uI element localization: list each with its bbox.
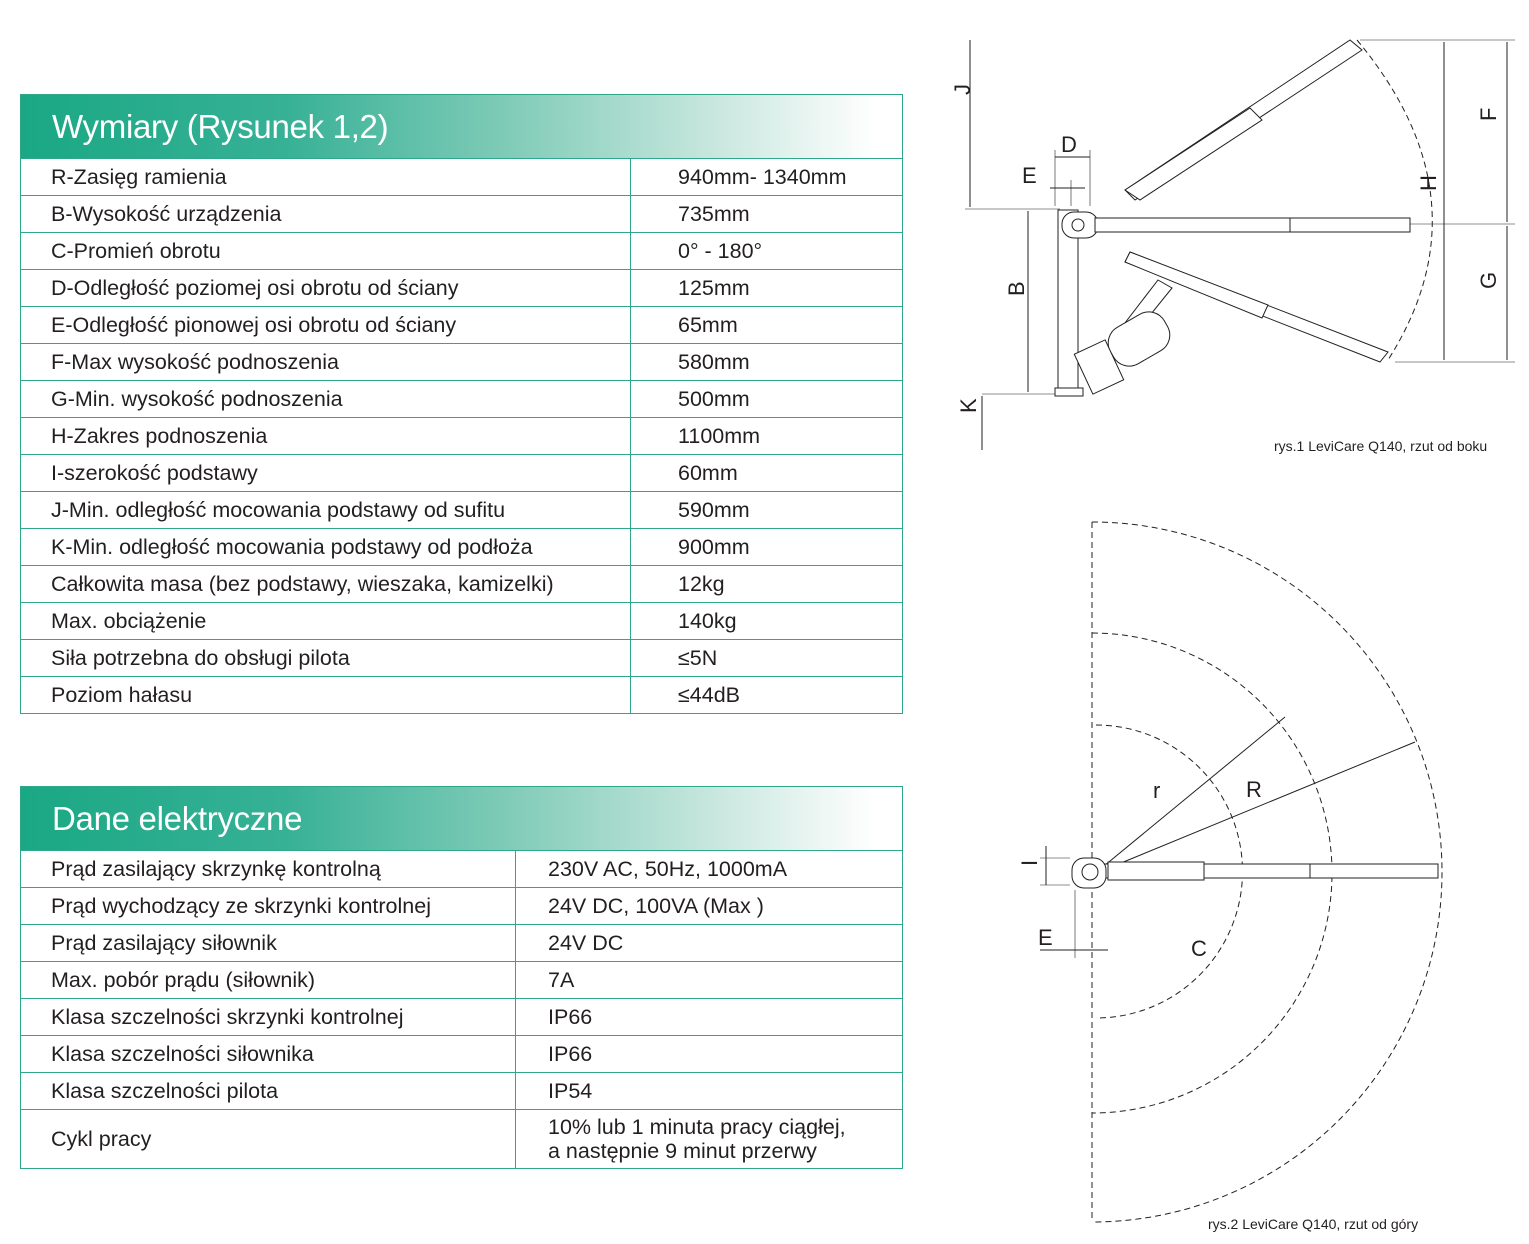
table-row — [21, 307, 902, 344]
row-value: IP66 — [516, 999, 903, 1036]
table-row — [21, 851, 902, 888]
row-value: 65mm — [631, 307, 903, 344]
table-row — [21, 344, 902, 381]
table-row — [21, 1110, 902, 1169]
table-row — [21, 381, 902, 418]
row-label: K-Min. odległość mocowania podstawy od podłoża — [21, 529, 631, 566]
figure-2-caption: rys.2 LeviCare Q140, rzut od góry — [1208, 1216, 1419, 1232]
pivot-housing — [1062, 212, 1098, 238]
arm-upper-sleeve — [1125, 108, 1262, 200]
table-row — [21, 270, 902, 307]
label-d: D — [1061, 132, 1077, 157]
row-value: 500mm — [631, 381, 903, 418]
row-label: R-Zasięg ramienia — [51, 164, 227, 189]
label-g: G — [1476, 271, 1501, 289]
table-row — [21, 677, 902, 714]
row-value: 12kg — [631, 566, 903, 603]
figure-1-caption: rys.1 LeviCare Q140, rzut od boku — [1274, 438, 1488, 454]
label-e-top: E — [1038, 925, 1053, 950]
row-label: I-szerokość podstawy — [21, 455, 631, 492]
row-value: 580mm — [631, 344, 903, 381]
label-h: H — [1416, 175, 1441, 191]
label-r-small: r — [1153, 778, 1161, 803]
row-label: Max. obciążenie — [21, 603, 631, 640]
electrical-title: Dane elektryczne — [21, 787, 902, 851]
row-value: 0° - 180° — [631, 233, 903, 270]
table-row — [21, 566, 902, 603]
row-label: G-Min. wysokość podnoszenia — [21, 381, 631, 418]
row-label: Klasa szczelności skrzynki kontrolnej — [21, 999, 516, 1036]
row-label: Prąd zasilający skrzynkę kontrolną — [51, 856, 381, 881]
figure-2-top-view — [1000, 515, 1529, 1235]
row-label: Klasa szczelności siłownika — [21, 1036, 516, 1073]
base-top — [1072, 858, 1106, 888]
table-row — [21, 962, 902, 999]
row-value: 735mm — [631, 196, 903, 233]
table-row — [21, 455, 902, 492]
row-label: Klasa szczelności pilota — [21, 1073, 516, 1110]
row-value: 1100mm — [631, 418, 903, 455]
table-row — [21, 1036, 902, 1073]
table-row — [21, 418, 902, 455]
arm-top-inner — [1108, 862, 1204, 880]
dimensions-table — [21, 159, 902, 713]
label-c: C — [1191, 936, 1207, 961]
row-label: Poziom hałasu — [21, 677, 631, 714]
table-row — [21, 925, 902, 962]
row-value: 24V DC, 100VA (Max ) — [516, 888, 903, 925]
row-label: J-Min. odległość mocowania podstawy od sufitu — [21, 492, 631, 529]
table-row — [21, 1073, 902, 1110]
table-row — [21, 159, 902, 196]
table-row — [21, 196, 902, 233]
electrical-table — [21, 851, 902, 1168]
label-r-big: R — [1246, 777, 1262, 802]
row-value: ≤5N — [631, 640, 903, 677]
row-label: C-Promień obrotu — [21, 233, 631, 270]
table-row — [21, 233, 902, 270]
row-value: 125mm — [631, 270, 903, 307]
dimensions-title: Wymiary (Rysunek 1,2) — [21, 95, 902, 159]
row-label: F-Max wysokość podnoszenia — [21, 344, 631, 381]
row-label: E-Odległość pionowej osi obrotu od ściany — [21, 307, 631, 344]
row-label: Max. pobór prądu (siłownik) — [21, 962, 516, 999]
label-f: F — [1476, 107, 1501, 121]
row-label: Siła potrzebna do obsługi pilota — [21, 640, 631, 677]
row-value — [516, 1110, 903, 1169]
row-label: B-Wysokość urządzenia — [21, 196, 631, 233]
arm-horizontal — [1095, 218, 1410, 232]
table-row — [21, 640, 902, 677]
row-label: H-Zakres podnoszenia — [21, 418, 631, 455]
row-value: 60mm — [631, 455, 903, 492]
table-row — [21, 492, 902, 529]
row-value: 940mm- 1340mm — [631, 159, 903, 196]
table-row — [21, 529, 902, 566]
row-value: 230V AC, 50Hz, 1000mA — [516, 851, 903, 888]
table-row — [21, 999, 902, 1036]
label-b: B — [1004, 281, 1029, 296]
dimensions-panel — [20, 94, 903, 714]
row-value-line-1: 10% lub 1 minuta pracy ciągłej, — [548, 1115, 846, 1139]
table-row — [21, 603, 902, 640]
row-value-line-2: a następnie 9 minut przerwy — [548, 1139, 817, 1163]
base-foot — [1055, 388, 1083, 396]
label-e: E — [1022, 163, 1037, 188]
figure-1-side-view — [930, 30, 1529, 460]
label-k: K — [956, 398, 981, 413]
row-label: Całkowita masa (bez podstawy, wieszaka, kamizelki) — [21, 566, 631, 603]
row-label: D-Odległość poziomej osi obrotu od ściany — [21, 270, 631, 307]
radius-big-r-line — [1104, 742, 1415, 870]
row-value: IP54 — [516, 1073, 903, 1110]
label-i: I — [1017, 859, 1042, 866]
row-value: 24V DC — [516, 925, 903, 962]
row-value: ≤44dB — [631, 677, 903, 714]
label-j: J — [950, 84, 975, 95]
lift-range-arc — [1357, 40, 1432, 360]
row-value: 140kg — [631, 603, 903, 640]
row-label: Cykl pracy — [21, 1110, 516, 1169]
row-label: Prąd wychodzący ze skrzynki kontrolnej — [21, 888, 516, 925]
row-value: 590mm — [631, 492, 903, 529]
electrical-panel — [20, 786, 903, 1169]
table-row — [21, 888, 902, 925]
row-value: 7A — [516, 962, 903, 999]
row-value: IP66 — [516, 1036, 903, 1073]
row-label: Prąd zasilający siłownik — [21, 925, 516, 962]
row-value: 900mm — [631, 529, 903, 566]
